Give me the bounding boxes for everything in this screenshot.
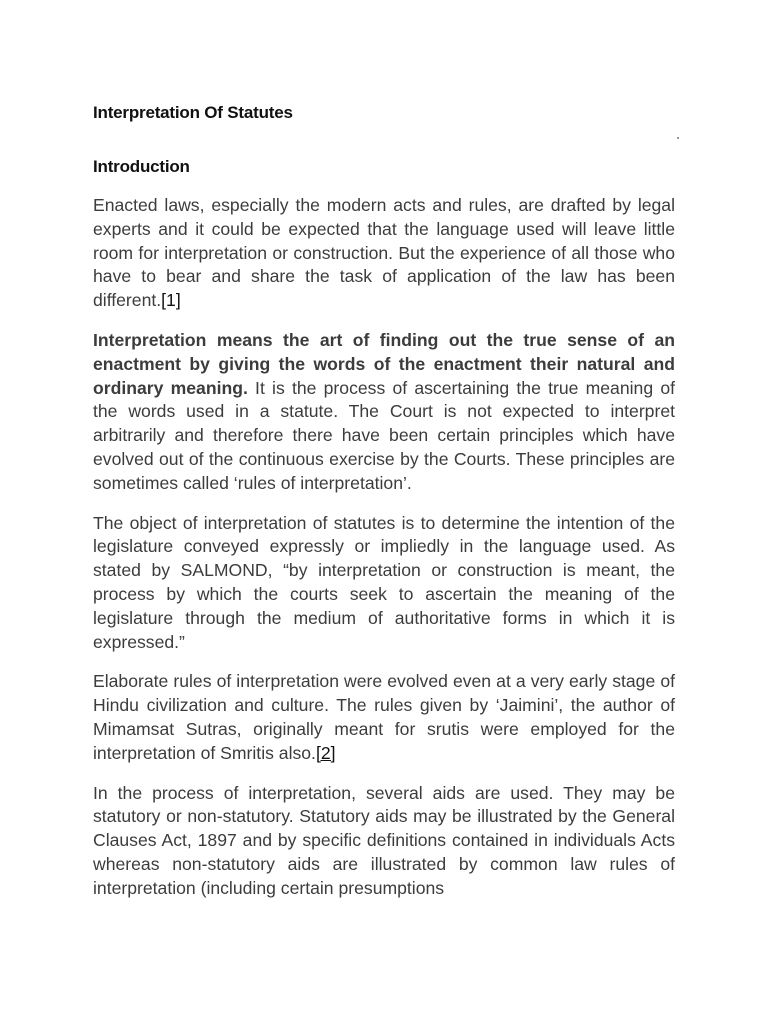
paragraph-3-text: The object of interpretation of statutes is to determine the intention of the legislature conveyed expressly or impliedly in the language used. As stated by SALMOND, “by interpretation or construction is meant, the process by which the courts seek to ascertain the meaning of the legislature through the medium of authoritative forms in which it is expressed.”: [93, 512, 675, 652]
paragraph-4-text: Elaborate rules of interpretation were evolved even at a very early stage of Hindu civilization and culture. The rules given by ‘Jaimini’, the author of Mimamsat Sutras, originally meant for srutis were employed for the interpretation of Smritis also.: [93, 671, 675, 763]
paragraph-3: [93, 512, 675, 655]
paragraph-1-text: Enacted laws, especially the modern acts and rules, are drafted by legal experts and it could be expected that the language used will leave little room for interpretation or construction. But the experience of all those who have to bear and share the task of application of the law has been different.: [93, 195, 675, 311]
document-title: Interpretation Of Statutes: [93, 103, 293, 122]
footnote-link-1[interactable]: [1]: [161, 290, 181, 311]
footnote-link-2[interactable]: [2]: [315, 742, 336, 763]
stray-mark: [677, 137, 679, 139]
paragraph-4: [93, 670, 675, 765]
paragraph-2: [93, 329, 675, 496]
paragraph-2-bold-definition: Interpretation means the art of finding out the true sense of an enactment by giving the words of the enactment their natural and ordinary meaning.: [93, 329, 675, 398]
document-page: [93, 100, 675, 901]
paragraph-5: [93, 782, 675, 901]
paragraph-2-text: It is the process of ascertaining the true meaning of the words used in a statute. The Court is not expected to interpret arbitrarily and therefore there have been certain principles which have evolved out of the continuous exercise by the Courts. These principles are sometimes called ‘rules of interpretation’.: [93, 377, 675, 493]
paragraph-5-text: In the process of interpretation, several aids are used. They may be statutory or non-statutory. Statutory aids may be illustrated by the General Clauses Act, 1897 and by specific definitions contained in individuals Acts whereas non-statutory aids are illustrated by common law rules of interpretation (including certain presumptions: [93, 782, 675, 898]
section-heading-introduction: Introduction: [93, 157, 190, 176]
paragraph-1: [93, 194, 675, 313]
